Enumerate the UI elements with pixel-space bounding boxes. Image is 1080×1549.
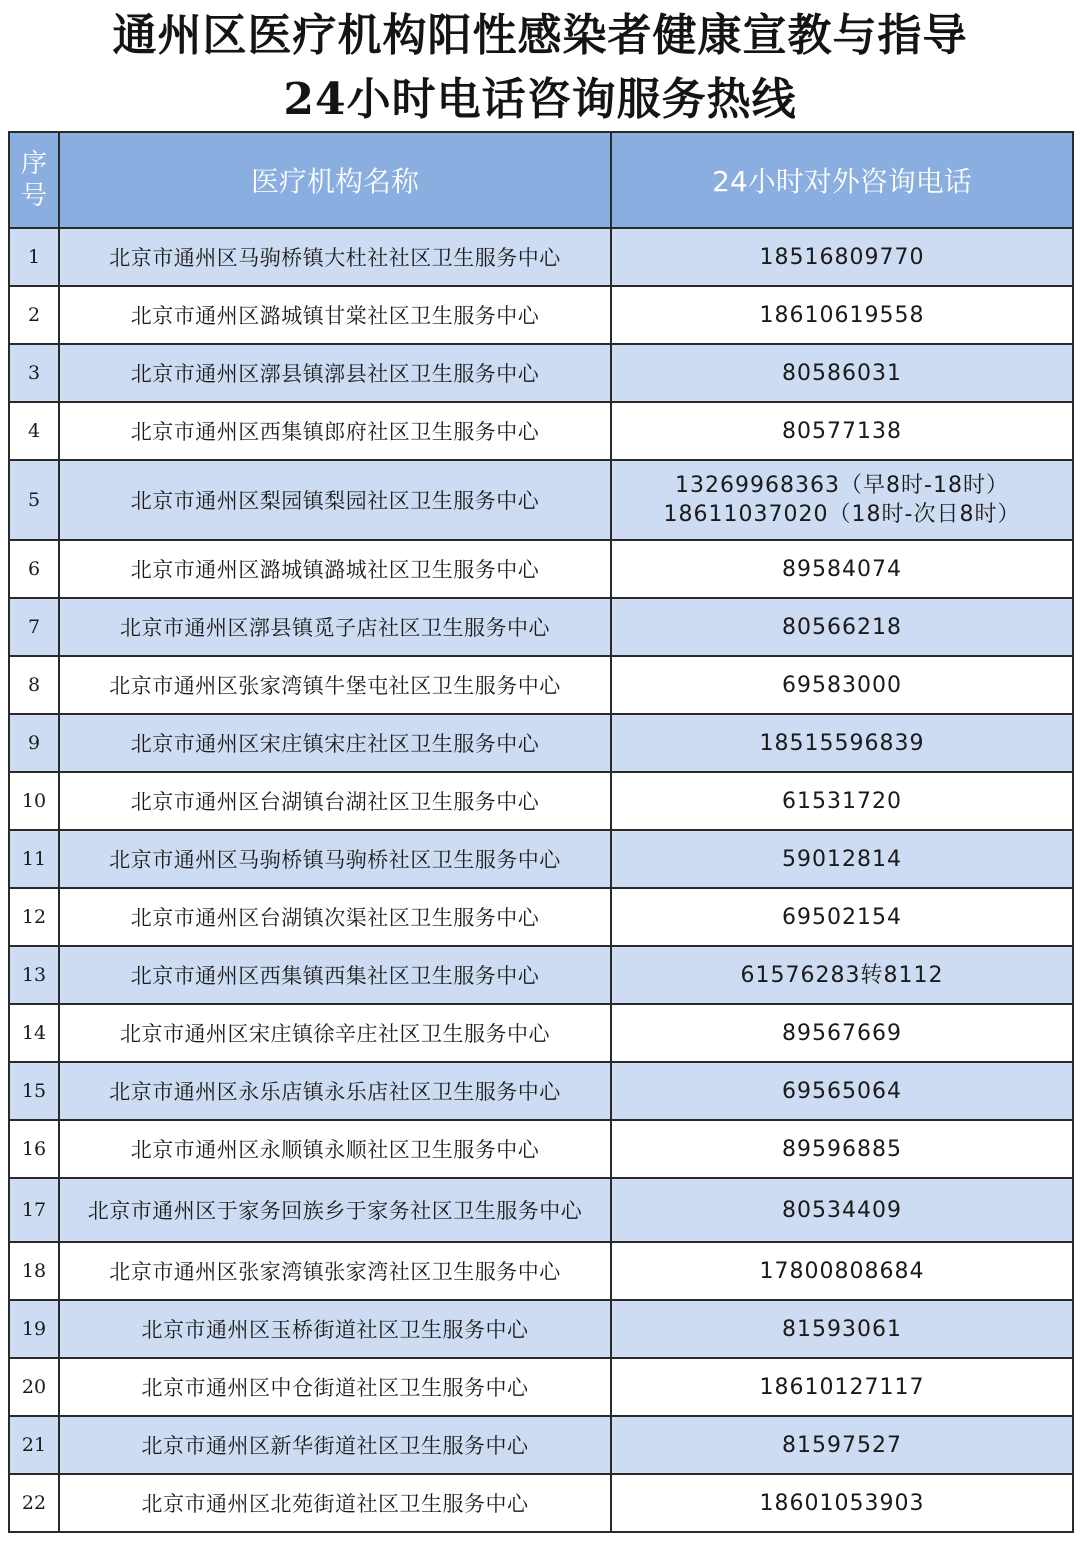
table-row [9, 1120, 1073, 1178]
row-seq: 11 [9, 830, 59, 888]
row-institution-name: 北京市通州区于家务回族乡于家务社区卫生服务中心 [59, 1178, 611, 1242]
row-phone [611, 1062, 1073, 1120]
table-row [9, 1358, 1073, 1416]
row-phone [611, 1474, 1073, 1532]
table-body [9, 228, 1073, 1532]
row-institution-name: 北京市通州区漷县镇漷县社区卫生服务中心 [59, 344, 611, 402]
table-row [9, 598, 1073, 656]
table-row [9, 1242, 1073, 1300]
row-institution-name: 北京市通州区张家湾镇牛堡屯社区卫生服务中心 [59, 656, 611, 714]
row-seq: 12 [9, 888, 59, 946]
phone-number: 89567669 [782, 1020, 902, 1046]
row-institution-name: 北京市通州区西集镇郎府社区卫生服务中心 [59, 402, 611, 460]
row-phone [611, 286, 1073, 344]
row-phone [611, 1004, 1073, 1062]
row-phone [611, 1416, 1073, 1474]
table-row [9, 772, 1073, 830]
row-institution-name: 北京市通州区张家湾镇张家湾社区卫生服务中心 [59, 1242, 611, 1300]
row-institution-name: 北京市通州区潞城镇潞城社区卫生服务中心 [59, 540, 611, 598]
row-institution-name: 北京市通州区宋庄镇宋庄社区卫生服务中心 [59, 714, 611, 772]
row-seq: 3 [9, 344, 59, 402]
row-seq: 13 [9, 946, 59, 1004]
phone-number: 18515596839 [759, 730, 925, 756]
page-subtitle: 24小时电话咨询服务热线 [283, 74, 797, 125]
table-row [9, 460, 1073, 540]
row-seq: 1 [9, 228, 59, 286]
row-institution-name: 北京市通州区马驹桥镇马驹桥社区卫生服务中心 [59, 830, 611, 888]
row-institution-name: 北京市通州区永乐店镇永乐店社区卫生服务中心 [59, 1062, 611, 1120]
table-row [9, 946, 1073, 1004]
row-phone [611, 344, 1073, 402]
row-seq: 2 [9, 286, 59, 344]
phone-number: 81593061 [782, 1316, 902, 1342]
phone-number: 18611037020（18时-次日8时） [663, 502, 1021, 527]
hotline-table [8, 131, 1074, 1533]
row-institution-name: 北京市通州区西集镇西集社区卫生服务中心 [59, 946, 611, 1004]
row-phone [611, 888, 1073, 946]
table-row [9, 1474, 1073, 1532]
row-seq: 22 [9, 1474, 59, 1532]
row-seq: 8 [9, 656, 59, 714]
header-name: 医疗机构名称 [59, 132, 611, 228]
row-phone [611, 946, 1073, 1004]
phone-number: 69565064 [782, 1078, 902, 1104]
row-phone [611, 460, 1073, 540]
phone-number: 61576283转8112 [740, 962, 944, 988]
phone-number: 17800808684 [759, 1258, 925, 1284]
phone-number: 69502154 [782, 904, 902, 930]
table-row [9, 1062, 1073, 1120]
row-phone [611, 656, 1073, 714]
row-seq: 6 [9, 540, 59, 598]
row-seq: 21 [9, 1416, 59, 1474]
phone-number: 69583000 [782, 672, 902, 698]
table-row [9, 830, 1073, 888]
row-institution-name: 北京市通州区梨园镇梨园社区卫生服务中心 [59, 460, 611, 540]
phone-number: 81597527 [782, 1432, 902, 1458]
phone-number: 13269968363（早8时-18时） [675, 473, 1009, 498]
row-seq: 5 [9, 460, 59, 540]
row-phone [611, 830, 1073, 888]
row-seq: 18 [9, 1242, 59, 1300]
phone-number: 80577138 [782, 418, 902, 444]
row-seq: 9 [9, 714, 59, 772]
table-row [9, 228, 1073, 286]
phone-number: 59012814 [782, 846, 902, 872]
row-phone [611, 772, 1073, 830]
phone-number: 18610127117 [759, 1374, 925, 1400]
page-title: 通州区医疗机构阳性感染者健康宣教与指导 [112, 10, 968, 61]
row-phone [611, 1300, 1073, 1358]
row-seq: 10 [9, 772, 59, 830]
row-phone [611, 598, 1073, 656]
phone-number: 18610619558 [759, 302, 925, 328]
table-row [9, 402, 1073, 460]
row-institution-name: 北京市通州区马驹桥镇大杜社社区卫生服务中心 [59, 228, 611, 286]
table-row [9, 1416, 1073, 1474]
phone-number: 80534409 [782, 1197, 902, 1223]
row-institution-name: 北京市通州区新华街道社区卫生服务中心 [59, 1416, 611, 1474]
row-phone [611, 228, 1073, 286]
row-seq: 17 [9, 1178, 59, 1242]
row-seq: 14 [9, 1004, 59, 1062]
row-institution-name: 北京市通州区宋庄镇徐辛庄社区卫生服务中心 [59, 1004, 611, 1062]
row-seq: 20 [9, 1358, 59, 1416]
row-seq: 7 [9, 598, 59, 656]
table-row [9, 1178, 1073, 1242]
table-row [9, 344, 1073, 402]
row-phone [611, 714, 1073, 772]
row-phone [611, 402, 1073, 460]
table-row [9, 1300, 1073, 1358]
table-row [9, 1004, 1073, 1062]
row-seq: 16 [9, 1120, 59, 1178]
row-institution-name: 北京市通州区玉桥街道社区卫生服务中心 [59, 1300, 611, 1358]
row-institution-name: 北京市通州区台湖镇次渠社区卫生服务中心 [59, 888, 611, 946]
row-institution-name: 北京市通州区北苑街道社区卫生服务中心 [59, 1474, 611, 1532]
table-row [9, 714, 1073, 772]
table-header-row [9, 132, 1073, 228]
row-seq: 4 [9, 402, 59, 460]
row-phone [611, 1242, 1073, 1300]
row-institution-name: 北京市通州区中仓街道社区卫生服务中心 [59, 1358, 611, 1416]
phone-number: 80586031 [782, 360, 902, 386]
row-seq: 19 [9, 1300, 59, 1358]
table-row [9, 656, 1073, 714]
phone-number: 61531720 [782, 788, 902, 814]
table-row [9, 286, 1073, 344]
row-institution-name: 北京市通州区漷县镇觅子店社区卫生服务中心 [59, 598, 611, 656]
row-phone [611, 1120, 1073, 1178]
row-phone [611, 540, 1073, 598]
phone-number: 18516809770 [759, 244, 925, 270]
row-institution-name: 北京市通州区台湖镇台湖社区卫生服务中心 [59, 772, 611, 830]
header-phone: 24小时对外咨询电话 [611, 132, 1073, 228]
row-seq: 15 [9, 1062, 59, 1120]
row-phone [611, 1358, 1073, 1416]
row-institution-name: 北京市通州区潞城镇甘棠社区卫生服务中心 [59, 286, 611, 344]
phone-number: 89596885 [782, 1136, 902, 1162]
table-row [9, 540, 1073, 598]
phone-number: 18601053903 [759, 1490, 925, 1516]
header-seq: 序号 [9, 132, 59, 228]
table-row [9, 888, 1073, 946]
row-phone [611, 1178, 1073, 1242]
row-institution-name: 北京市通州区永顺镇永顺社区卫生服务中心 [59, 1120, 611, 1178]
phone-number: 80566218 [782, 614, 902, 640]
phone-number: 89584074 [782, 556, 902, 582]
